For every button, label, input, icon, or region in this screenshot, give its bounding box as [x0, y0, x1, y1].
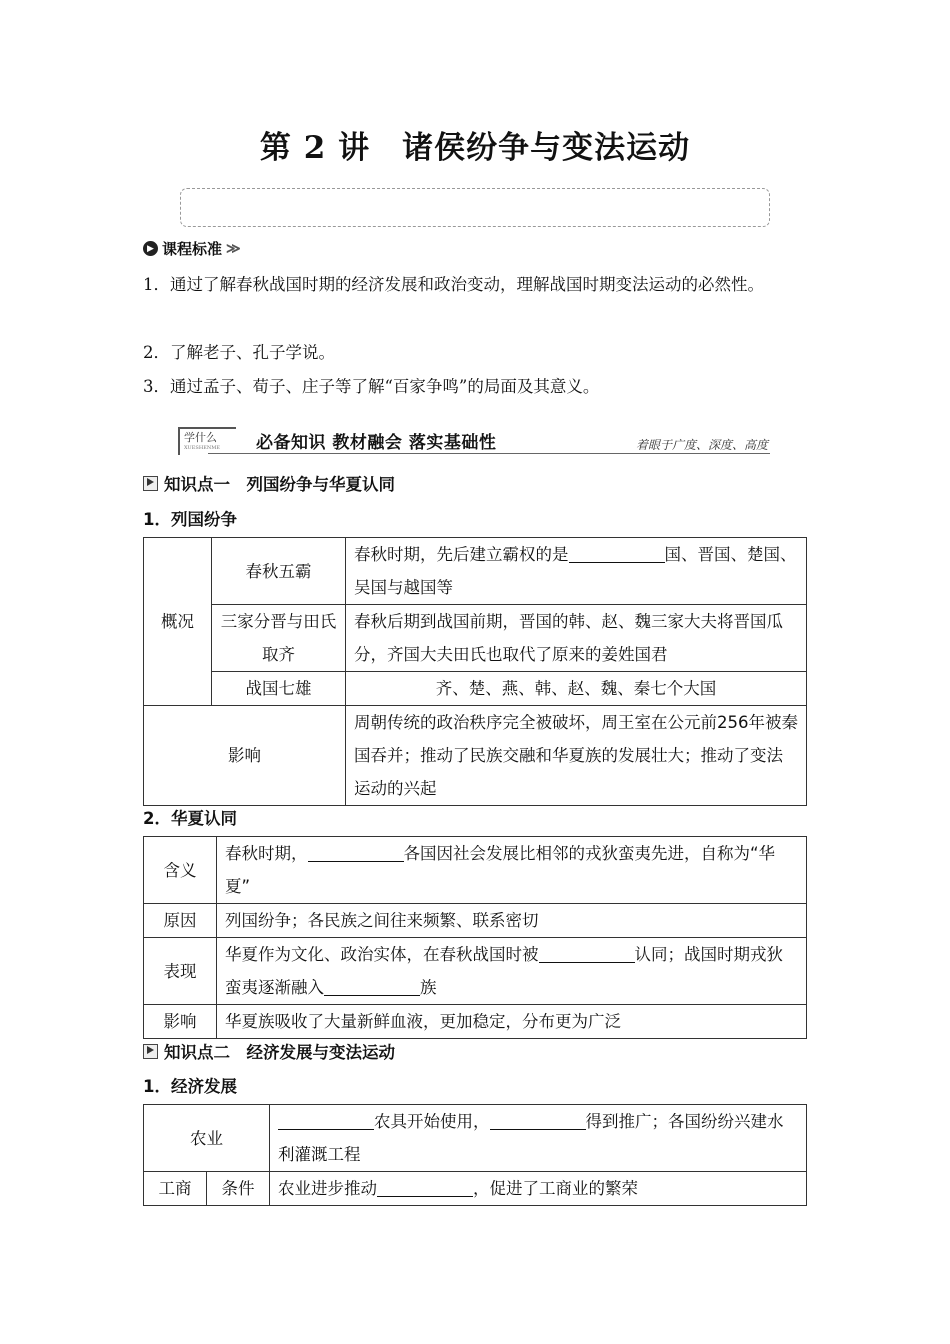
course-standard-heading: [143, 238, 241, 259]
standard-2: 2．了解老子、孔子学说。: [143, 343, 335, 362]
table-row: [144, 605, 807, 672]
cell-text: 华夏族吸收了大量新鲜血液，更加稳定，分布更为广泛: [217, 1005, 807, 1039]
cell-label: 影响: [144, 1005, 217, 1039]
fill-blank[interactable]: [539, 942, 635, 963]
table-row: [144, 672, 807, 706]
banner-side-text: 着眼于广度、深度、高度: [635, 438, 768, 452]
play-triangle-icon: [143, 1044, 158, 1059]
dashed-box: [180, 188, 770, 227]
cell-label: 含义: [144, 837, 217, 904]
cell-text: 农具开始使用， 得到推广；各国纷纷兴建水利灌溉工程: [270, 1105, 807, 1172]
standard-1: 1．通过了解春秋战国时期的经济发展和政治变动，理解战国时期变法运动的必然性。: [143, 275, 764, 294]
subheading-1: 1．列国纷争: [143, 510, 237, 529]
fill-blank[interactable]: [377, 1176, 473, 1197]
cell-group-overview: 概况: [144, 538, 212, 706]
cell-text: 齐、楚、燕、韩、赵、魏、秦七个大国: [346, 672, 807, 706]
table-row: [144, 904, 807, 938]
knowledge-point-1-heading: 知识点一 列国纷争与华夏认同: [143, 471, 395, 495]
page-title: 第 2 讲 诸侯纷争与变法运动: [259, 130, 691, 166]
fill-blank[interactable]: [569, 542, 665, 563]
table-row: [144, 1105, 807, 1172]
section-banner: [178, 427, 770, 457]
banner-logo: 学什么 XUESHENME: [178, 427, 236, 455]
cell-sublabel: 条件: [207, 1172, 270, 1206]
arrow-circle-icon: ▶: [143, 241, 158, 256]
cell-label: 春秋五霸: [212, 538, 346, 605]
table-huaxia: [143, 836, 807, 1039]
cell-label: 战国七雄: [212, 672, 346, 706]
course-standard-label: 课程标准: [162, 240, 223, 258]
table-row: [144, 938, 807, 1005]
banner-rule: [208, 453, 770, 454]
fill-blank[interactable]: [490, 1109, 586, 1130]
banner-title: 必备知识 教材融会 落实基础性: [256, 433, 497, 453]
cell-label: 表现: [144, 938, 217, 1005]
cell-label: 工商: [144, 1172, 207, 1206]
table-row: [144, 538, 807, 605]
subheading-2: 2．华夏认同: [143, 809, 237, 828]
table-row: [144, 706, 807, 806]
subheading-3: 1．经济发展: [143, 1077, 237, 1096]
table-economy: [143, 1104, 807, 1206]
cell-label: 原因: [144, 904, 217, 938]
standard-3: 3．通过孟子、荀子、庄子等了解“百家争鸣”的局面及其意义。: [143, 377, 600, 396]
cell-label: 三家分晋与田氏取齐: [212, 605, 346, 672]
cell-text: 春秋时期， 各国因社会发展比相邻的戎狄蛮夷先进，自称为“华夏”: [217, 837, 807, 904]
fill-blank[interactable]: [324, 975, 420, 996]
cell-group-influence: 影响: [144, 706, 346, 806]
fill-blank[interactable]: [308, 841, 404, 862]
table-row: [144, 1172, 807, 1206]
cell-text: 周朝传统的政治秩序完全被破坏，周王室在公元前256年被秦国吞并；推动了民族交融和华夏族的发展壮大；推动了变法运动的兴起: [346, 706, 807, 806]
fill-blank[interactable]: [278, 1109, 374, 1130]
cell-text: 春秋时期，先后建立霸权的是 国、晋国、楚国、吴国与越国等: [346, 538, 807, 605]
table-lieguo: [143, 537, 807, 806]
double-chevron-icon: ≫: [226, 240, 241, 257]
cell-label: 农业: [144, 1105, 270, 1172]
table-row: [144, 837, 807, 904]
play-triangle-icon: [143, 476, 158, 491]
cell-text: 列国纷争；各民族之间往来频繁、联系密切: [217, 904, 807, 938]
cell-text: 华夏作为文化、政治实体，在春秋战国时被 认同；战国时期戎狄蛮夷逐渐融入 族: [217, 938, 807, 1005]
table-row: [144, 1005, 807, 1039]
cell-text: 农业进步推动 ，促进了工商业的繁荣: [270, 1172, 807, 1206]
cell-text: 春秋后期到战国前期，晋国的韩、赵、魏三家大夫将晋国瓜分，齐国大夫田氏也取代了原来的姜姓国君: [346, 605, 807, 672]
knowledge-point-2-heading: 知识点二 经济发展与变法运动: [143, 1039, 395, 1063]
